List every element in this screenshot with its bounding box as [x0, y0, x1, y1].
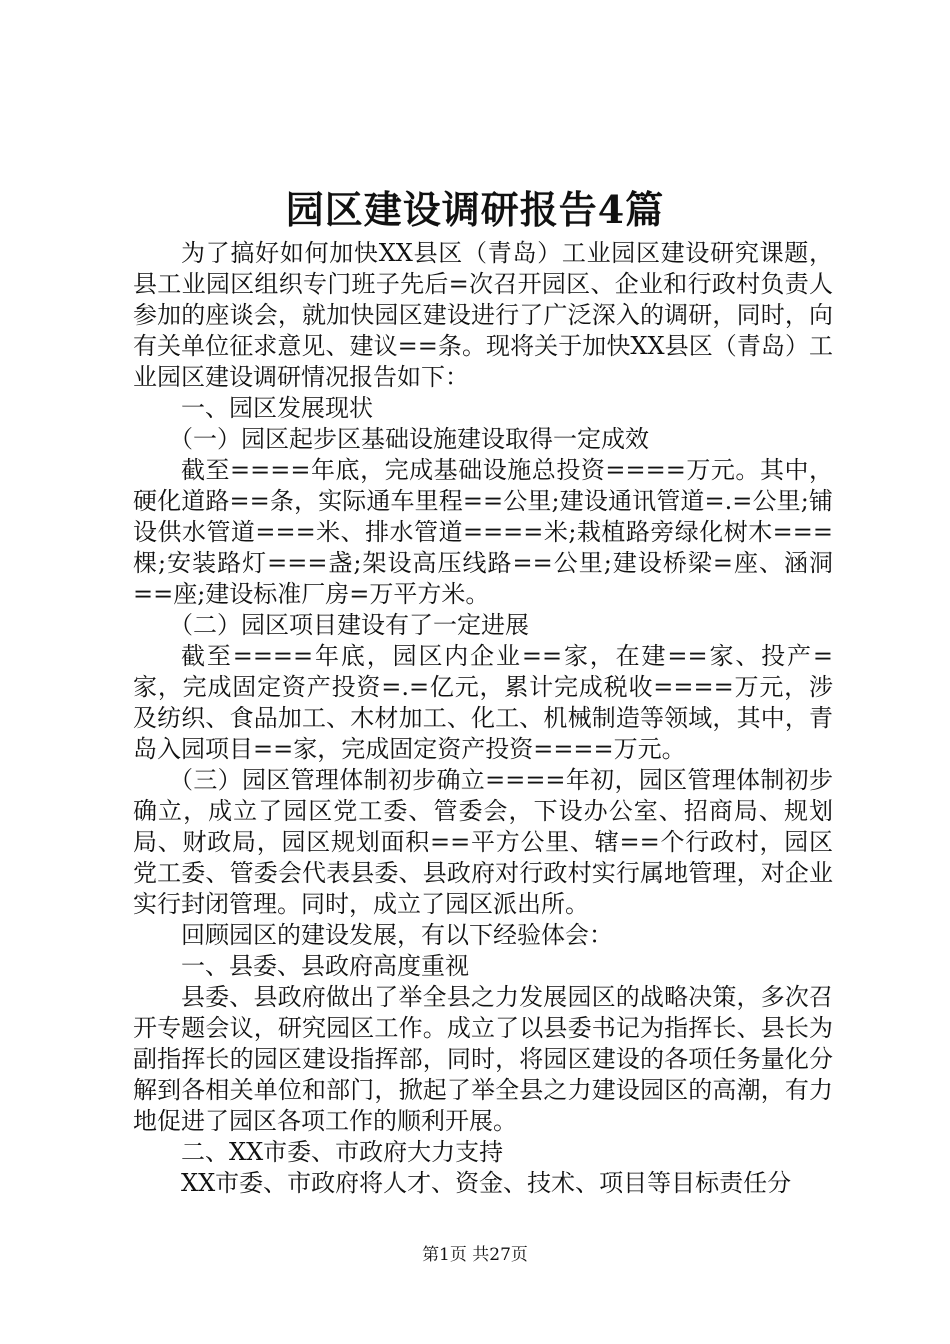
document-body — [133, 238, 833, 1199]
section-heading: 二、XX市委、市政府大力支持 — [181, 1138, 504, 1166]
section-heading: 一、园区发展现状 — [181, 394, 373, 422]
paragraph: 截至====年底，园区内企业==家，在建==家、投产=家，完成固定资产投资=.=亿元，累计完成税收====万元，涉及纺织、食品加工、木材加工、化工、机械制造等领域，其中，青岛入园项目==家，完成固定资产投资====万元。 — [133, 642, 833, 763]
page-footer: 第1页 共27页 — [422, 1245, 528, 1265]
section-heading: 一、县委、县政府高度重视 — [181, 952, 469, 980]
subsection-heading: （一）园区起步区基础设施建设取得一定成效 — [169, 425, 649, 453]
paragraph: 县委、县政府做出了举全县之力发展园区的战略决策，多次召开专题会议，研究园区工作。成立了以县委书记为指挥长、县长为副指挥长的园区建设指挥部，同时，将园区建设的各项任务量化分解到各相关单位和部门，掀起了举全县之力建设园区的高潮，有力地促进了园区各项工作的顺利开展。 — [133, 983, 833, 1135]
paragraph: XX市委、市政府将人才、资金、技术、项目等目标责任分 — [181, 1169, 792, 1197]
paragraph: （三）园区管理体制初步确立====年初，园区管理体制初步确立，成立了园区党工委、管委会，下设办公室、招商局、规划局、财政局，园区规划面积==平方公里、辖==个行政村，园区党工委、管委会代表县委、县政府对行政村实行属地管理，对企业实行封闭管理。同时，成立了园区派出所。 — [133, 766, 833, 918]
paragraph: 回顾园区的建设发展，有以下经验体会： — [181, 921, 613, 949]
subsection-heading: （二）园区项目建设有了一定进展 — [169, 611, 529, 639]
document-title: 园区建设调研报告4篇 — [285, 187, 665, 232]
paragraph: 截至====年底，完成基础设施总投资====万元。其中，硬化道路==条，实际通车里程==公里;建设通讯管道=.=公里;铺设供水管道===米、排水管道====米;栽植路旁绿化树木===棵;安装路灯===盏;架设高压线路==公里;建设桥梁=座、涵洞==座;建设标准厂房=万平方米。 — [133, 456, 833, 608]
paragraph-intro: 为了搞好如何加快XX县区（青岛）工业园区建设研究课题，县工业园区组织专门班子先后=次召开园区、企业和行政村负责人参加的座谈会，就加快园区建设进行了广泛深入的调研，同时，向有关单位征求意见、建议==条。现将关于加快XX县区（青岛）工业园区建设调研情况报告如下： — [133, 239, 833, 391]
